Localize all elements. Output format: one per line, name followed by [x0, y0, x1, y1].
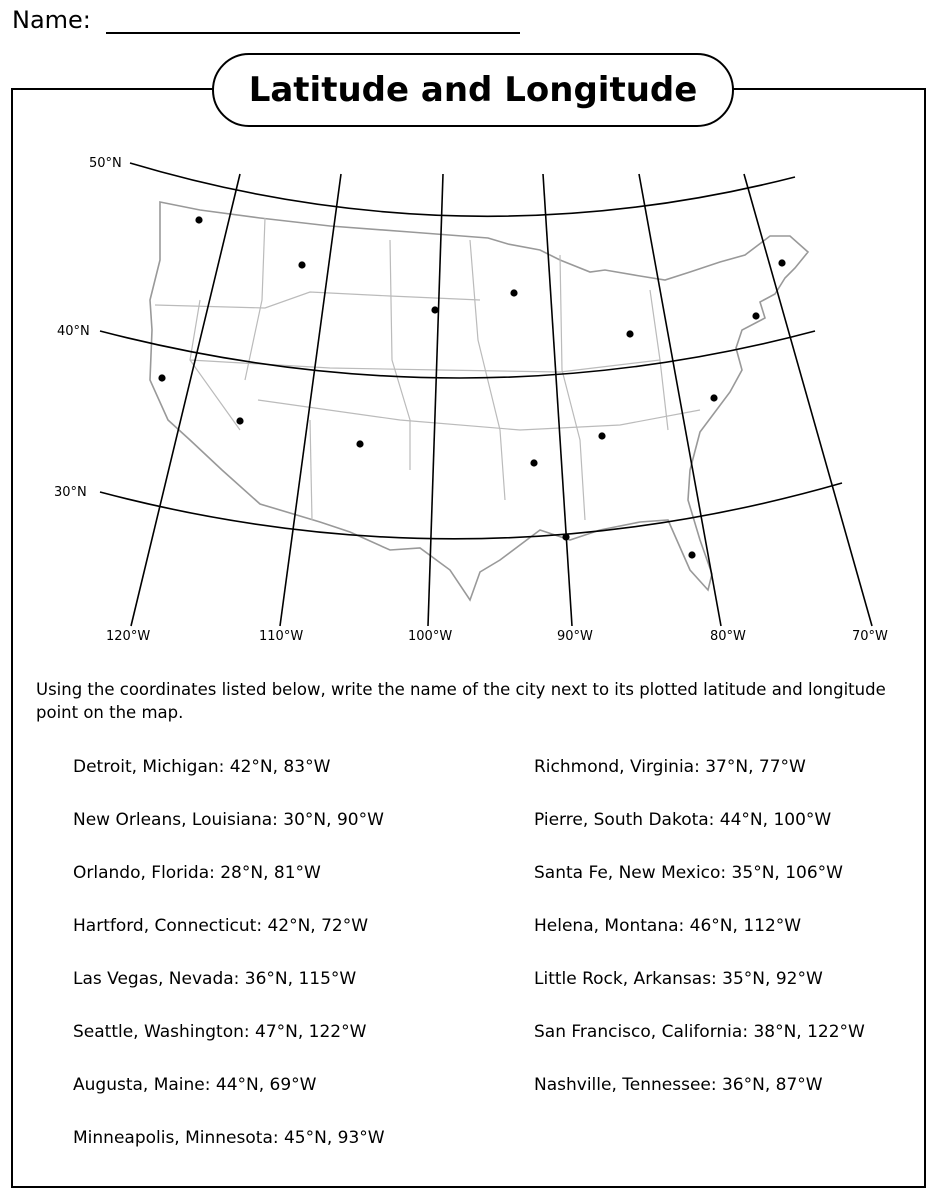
name-label: Name: — [12, 6, 91, 34]
us-outline — [150, 202, 808, 600]
city-item: Detroit, Michigan: 42°N, 83°W — [73, 757, 331, 777]
plot-point — [236, 417, 243, 424]
latitude-lines — [100, 163, 842, 539]
plot-point — [626, 330, 633, 337]
city-item: Hartford, Connecticut: 42°N, 72°W — [73, 916, 369, 936]
plot-point — [688, 551, 695, 558]
plot-point — [530, 459, 537, 466]
lat-label-40: 40°N — [57, 324, 90, 339]
page-title: Latitude and Longitude — [212, 53, 734, 127]
plot-point — [356, 440, 363, 447]
plot-point — [431, 306, 438, 313]
plot-point — [710, 394, 717, 401]
city-list-right — [534, 754, 865, 1125]
city-item: Santa Fe, New Mexico: 35°N, 106°W — [534, 863, 843, 883]
city-list-left — [73, 754, 385, 1178]
plot-point — [562, 533, 569, 540]
lon-label-80: 80°W — [710, 629, 746, 644]
name-field-line[interactable] — [106, 32, 520, 34]
city-item: Richmond, Virginia: 37°N, 77°W — [534, 757, 806, 777]
city-item: Little Rock, Arkansas: 35°N, 92°W — [534, 969, 823, 989]
lon-label-120: 120°W — [106, 629, 151, 644]
city-item: Seattle, Washington: 47°N, 122°W — [73, 1022, 367, 1042]
lat-label-30: 30°N — [54, 485, 87, 500]
city-item: Nashville, Tennessee: 36°N, 87°W — [534, 1075, 823, 1095]
city-item: Pierre, South Dakota: 44°N, 100°W — [534, 810, 832, 830]
plot-point — [298, 261, 305, 268]
lon-label-90: 90°W — [557, 629, 593, 644]
us-map — [0, 140, 939, 660]
city-item: Helena, Montana: 46°N, 112°W — [534, 916, 802, 936]
lon-label-70: 70°W — [852, 629, 888, 644]
plot-point — [158, 374, 165, 381]
lon-label-100: 100°W — [408, 629, 453, 644]
plot-point — [195, 216, 202, 223]
plot-point — [752, 312, 759, 319]
plot-point — [510, 289, 517, 296]
city-item: Orlando, Florida: 28°N, 81°W — [73, 863, 321, 883]
city-item: Minneapolis, Minnesota: 45°N, 93°W — [73, 1128, 385, 1148]
city-item: Augusta, Maine: 44°N, 69°W — [73, 1075, 317, 1095]
lon-label-110: 110°W — [259, 629, 304, 644]
lat-label-50: 50°N — [89, 156, 122, 171]
instructions-text: Using the coordinates listed below, write the name of the city next to its plotted latitude and longitude point on the map. — [36, 680, 886, 722]
city-item: Las Vegas, Nevada: 36°N, 115°W — [73, 969, 357, 989]
city-item: New Orleans, Louisiana: 30°N, 90°W — [73, 810, 384, 830]
city-item: San Francisco, California: 38°N, 122°W — [534, 1022, 865, 1042]
plot-point — [598, 432, 605, 439]
plot-point — [778, 259, 785, 266]
